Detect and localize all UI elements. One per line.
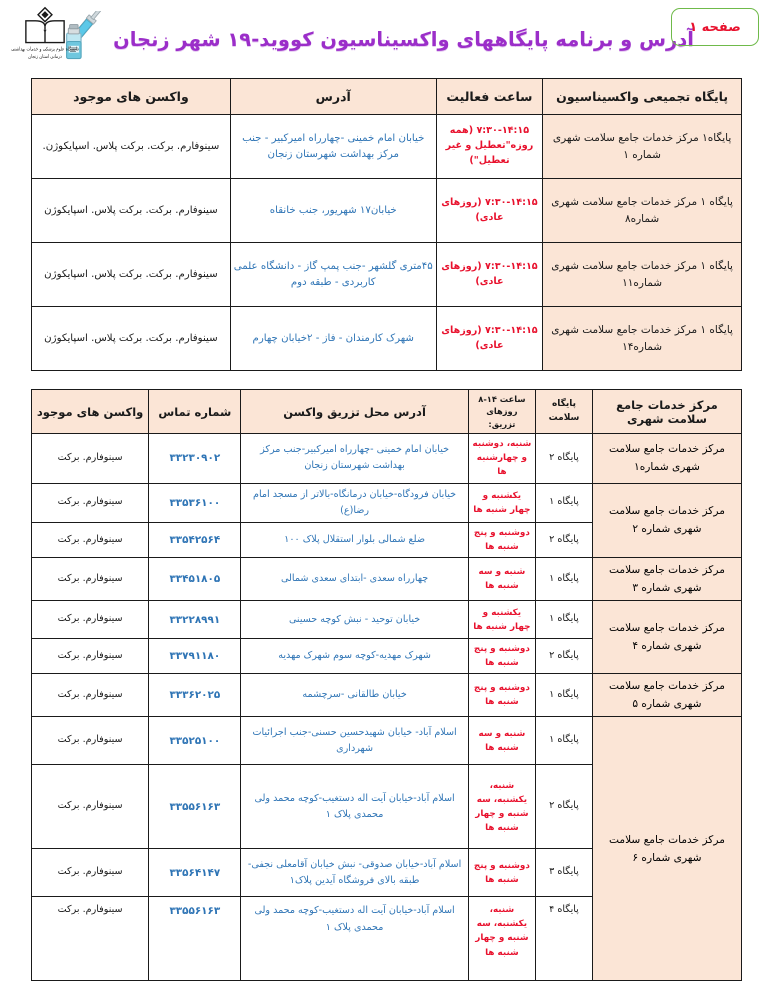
cell-vaccines: سینوفارم. برکت [32, 717, 149, 765]
table-row [32, 307, 742, 371]
table-row [32, 483, 742, 523]
th-hours: ساعت ۱۴-۸ روزهای تزریق: [468, 390, 535, 434]
cell-center: مرکز خدمات جامع سلامت شهری شماره ۲ [592, 483, 741, 558]
cell-vaccines: سینوفارم. برکت [32, 434, 149, 483]
table-row [32, 243, 742, 307]
table-row [32, 601, 742, 639]
cell-hours: ۷:۳۰-۱۴:۱۵ (روزهای عادی) [436, 179, 543, 243]
cell-base: پایگاه ۲ [536, 434, 593, 483]
cell-address: شهرک مهدیه-کوچه سوم شهرک مهدیه [241, 639, 468, 674]
cell-hours: ۷:۳۰-۱۴:۱۵ (همه روزه"تعطیل و غیر تعطیل") [436, 115, 543, 179]
cell-days: شنبه و سه شنبه ها [468, 558, 535, 601]
cell-vaccines: سینوفارم. برکت [32, 601, 149, 639]
cell-base: پایگاه ۱ [536, 601, 593, 639]
cell-vaccines: سینوفارم. برکت [32, 849, 149, 897]
cell-days: یکشنبه و چهار شنبه ها [468, 483, 535, 523]
table2-header-row [32, 390, 742, 434]
cell-base: پایگاه ۲ [536, 765, 593, 849]
cell-address: خیابان طالقانی -سرچشمه [241, 674, 468, 717]
table-row [32, 179, 742, 243]
table-spacer [0, 371, 773, 389]
page-number-badge [671, 8, 759, 46]
cell-address: خیابان۱۷ شهریور، جنب خانقاه [230, 179, 436, 243]
cell-center: پایگاه ۱ مرکز خدمات جامع سلامت شهری شماره۱۴ [543, 307, 742, 371]
table-row [32, 558, 742, 601]
page-header [0, 0, 773, 78]
cell-phone: ۳۳۲۳۰۹۰۲ [149, 434, 241, 483]
cell-days: دوشنبه و پنج شنبه ها [468, 849, 535, 897]
cell-days: شنبه، یکشنبه، سه شنبه و چهار شنبه ها [468, 765, 535, 849]
cell-phone: ۳۳۵۲۵۱۰۰ [149, 717, 241, 765]
university-logo [8, 6, 82, 70]
cell-vaccines: سینوفارم. برکت [32, 765, 149, 849]
table-row [32, 115, 742, 179]
health-post-schedule-table [31, 389, 742, 981]
cell-address: خیابان امام خمینی -چهارراه امیرکبیر - جنب مرکز بهداشت شهرستان زنجان [230, 115, 436, 179]
cell-vaccines: سینوفارم. برکت [32, 674, 149, 717]
cell-phone: ۳۳۵۳۶۱۰۰ [149, 483, 241, 523]
cell-address: خیابان فرودگاه-خیابان درمانگاه-بالاتر از مسجد امام رضا(ع) [241, 483, 468, 523]
cell-phone: ۳۳۲۲۸۹۹۱ [149, 601, 241, 639]
cell-center: مرکز خدمات جامع سلامت شهری شماره ۴ [592, 601, 741, 674]
cell-days: دوشنبه و پنج شنبه ها [468, 674, 535, 717]
cell-phone: ۳۳۵۴۲۵۶۴ [149, 523, 241, 558]
cell-phone: ۳۳۳۶۲۰۲۵ [149, 674, 241, 717]
cell-phone: ۳۳۵۶۴۱۴۷ [149, 849, 241, 897]
cell-vaccines: سینوفارم. برکت [32, 523, 149, 558]
title-wrap [61, 11, 694, 67]
cell-days: یکشنبه و چهار شنبه ها [468, 601, 535, 639]
cell-address: اسلام آباد-خیابان آیت اله دستغیب-کوچه محمد ولی محمدی پلاک ۱ [241, 765, 468, 849]
th-address: آدرس [230, 79, 436, 115]
cell-days: شنبه و سه شنبه ها [468, 717, 535, 765]
th-address: آدرس محل تزریق واکسن [241, 390, 468, 434]
cell-center: پایگاه ۱ مرکز خدمات جامع سلامت شهری شماره۱۱ [543, 243, 742, 307]
cell-address: اسلام آباد-خیابان آیت اله دستغیب-کوچه محمد ولی محمدی پلاک ۱ [241, 897, 468, 981]
cell-address: چهارراه سعدی -ابتدای سعدی شمالی [241, 558, 468, 601]
cell-address: شهرک کارمندان - فاز - ۲خیابان چهارم [230, 307, 436, 371]
cell-phone: ۳۳۵۵۶۱۶۳ [149, 765, 241, 849]
cell-address: خیابان امام خمینی -چهارراه امیرکبیر-جنب مرکز بهداشت شهرستان زنجان [241, 434, 468, 483]
cell-vaccines: سینوفارم. برکت. برکت پلاس. اسپایکوژن [32, 307, 231, 371]
cell-base: پایگاه ۱ [536, 674, 593, 717]
cell-days: شنبه، یکشنبه، سه شنبه و چهار شنبه ها [468, 897, 535, 981]
th-phone: شماره تماس [149, 390, 241, 434]
cell-address: ۴۵متری گلشهر -جنب پمپ گاز - دانشگاه علمی کاربردی - طبقه دوم [230, 243, 436, 307]
cell-center: مرکز خدمات جامع سلامت شهری شماره ۶ [592, 717, 741, 981]
cell-vaccines: سینوفارم. برکت. برکت پلاس. اسپایکوژن [32, 243, 231, 307]
logo-caption: دانشگاه علوم پزشکی و خدمات بهداشتی درمانی استان زنجان [11, 45, 79, 60]
cell-vaccines: سینوفارم. برکت [32, 639, 149, 674]
cell-base: پایگاه ۴ [536, 897, 593, 981]
cell-base: پایگاه ۱ [536, 483, 593, 523]
cell-center: مرکز خدمات جامع سلامت شهری شماره ۳ [592, 558, 741, 601]
page-title: آدرس و برنامه پایگاههای واکسیناسیون کووید-۱۹ شهر زنجان [113, 27, 694, 51]
table1-header-row [32, 79, 742, 115]
cell-address: ضلع شمالی بلوار استقلال پلاک ۱۰۰ [241, 523, 468, 558]
th-vaccines: واکسن های موجود [32, 79, 231, 115]
cell-phone: ۳۳۴۵۱۸۰۵ [149, 558, 241, 601]
th-base: پایگاه سلامت [536, 390, 593, 434]
table-row [32, 717, 742, 765]
open-book-logo-icon [22, 6, 68, 46]
aggregate-vaccination-sites-table [31, 78, 742, 371]
cell-vaccines: سینوفارم. برکت. برکت پلاس. اسپایکوژن. [32, 115, 231, 179]
cell-base: پایگاه ۱ [536, 558, 593, 601]
cell-vaccines: سینوفارم. برکت [32, 558, 149, 601]
th-hours: ساعت فعالیت [436, 79, 543, 115]
cell-base: پایگاه ۱ [536, 717, 593, 765]
cell-days: دوشنبه و پنج شنبه ها [468, 523, 535, 558]
cell-phone: ۳۳۷۹۱۱۸۰ [149, 639, 241, 674]
cell-address: خیابان توحید - نبش کوچه حسینی [241, 601, 468, 639]
cell-address: اسلام آباد- خیابان شهیدحسین حسنی-جنب اجرائیات شهرداری [241, 717, 468, 765]
table2-zone [0, 389, 773, 981]
cell-base: پایگاه ۲ [536, 639, 593, 674]
cell-address: اسلام آباد-خیابان صدوقی- نبش خیابان آقامعلی نجفی-طبقه بالای فروشگاه آیدین پلاک۱ [241, 849, 468, 897]
cell-center: مرکز خدمات جامع سلامت شهری شماره ۵ [592, 674, 741, 717]
th-vaccines: واکسن های موجود [32, 390, 149, 434]
cell-days: شنبه، دوشنبه و چهارشنبه ها [468, 434, 535, 483]
cell-base: پایگاه ۳ [536, 849, 593, 897]
cell-center: مرکز خدمات جامع سلامت شهری شماره۱ [592, 434, 741, 483]
page-badge-label: صفحه ۱ [689, 19, 741, 35]
cell-vaccines: سینوفارم. برکت [32, 897, 149, 981]
cell-center: پایگاه۱ مرکز خدمات جامع سلامت شهری شماره ۱ [543, 115, 742, 179]
th-center: پایگاه تجمیعی واکسیناسیون [543, 79, 742, 115]
th-center: مرکز خدمات جامع سلامت شهری [592, 390, 741, 434]
cell-base: پایگاه ۲ [536, 523, 593, 558]
table2-body [32, 434, 742, 981]
table-row [32, 674, 742, 717]
cell-days: دوشنبه و پنج شنبه ها [468, 639, 535, 674]
cell-vaccines: سینوفارم. برکت [32, 483, 149, 523]
cell-phone: ۳۳۵۵۶۱۶۳ [149, 897, 241, 981]
cell-hours: ۷:۳۰-۱۴:۱۵ (روزهای عادی) [436, 307, 543, 371]
cell-hours: ۷:۳۰-۱۴:۱۵ (روزهای عادی) [436, 243, 543, 307]
table-row [32, 434, 742, 483]
table1-zone [0, 78, 773, 371]
cell-vaccines: سینوفارم. برکت. برکت پلاس. اسپایکوژن [32, 179, 231, 243]
cell-center: پایگاه ۱ مرکز خدمات جامع سلامت شهری شماره۸ [543, 179, 742, 243]
